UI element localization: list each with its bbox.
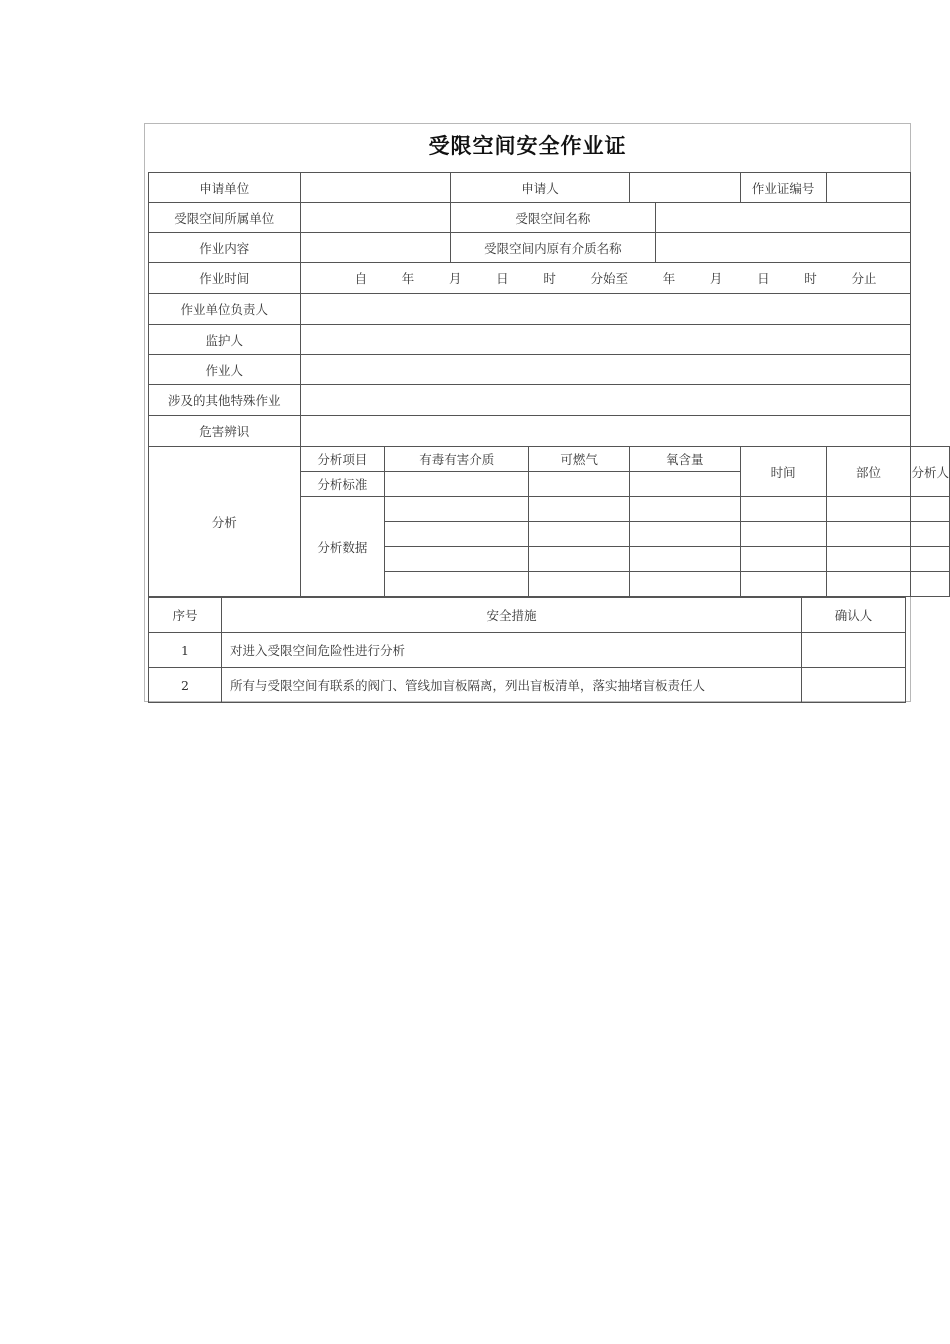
col-toxic: 有毒有害介质 <box>385 447 529 472</box>
row-no: 1 <box>149 633 222 668</box>
data-cell[interactable] <box>740 522 826 547</box>
table-row <box>149 668 906 703</box>
standard-flammable-field[interactable] <box>529 472 630 497</box>
safety-measures-table <box>148 597 906 703</box>
applicant-unit-label: 申请单位 <box>149 173 301 203</box>
worker-field[interactable] <box>300 355 911 385</box>
row-confirm-field[interactable] <box>802 633 906 668</box>
col-oxygen: 氧含量 <box>629 447 740 472</box>
data-cell[interactable] <box>629 547 740 572</box>
medium-name-field[interactable] <box>655 233 911 263</box>
medium-name-label: 受限空间内原有介质名称 <box>451 233 655 263</box>
time-part: 分始至 <box>590 271 629 286</box>
other-special-field[interactable] <box>300 385 911 416</box>
analysis-data-label: 分析数据 <box>300 497 385 597</box>
other-special-label: 涉及的其他特殊作业 <box>149 385 301 416</box>
time-part: 年 <box>401 271 415 286</box>
data-cell[interactable] <box>740 497 826 522</box>
data-cell[interactable] <box>385 522 529 547</box>
data-cell[interactable] <box>629 522 740 547</box>
applicant-label: 申请人 <box>451 173 630 203</box>
permit-no-field[interactable] <box>826 173 911 203</box>
time-part: 自 <box>354 271 368 286</box>
permit-info-table <box>148 172 950 597</box>
standard-oxygen-field[interactable] <box>629 472 740 497</box>
time-part: 时 <box>804 271 817 286</box>
table-row <box>149 633 906 668</box>
data-cell[interactable] <box>911 547 950 572</box>
content-label: 作业内容 <box>149 233 301 263</box>
col-flammable: 可燃气 <box>529 447 630 472</box>
col-location: 部位 <box>826 447 911 497</box>
form-title: 受限空间安全作业证 <box>428 133 627 158</box>
time-label: 作业时间 <box>149 263 301 294</box>
data-cell[interactable] <box>826 497 911 522</box>
col-time: 时间 <box>740 447 826 497</box>
col-no-header: 序号 <box>149 598 222 633</box>
applicant-unit-field[interactable] <box>300 173 451 203</box>
data-cell[interactable] <box>826 522 911 547</box>
row-no: 2 <box>149 668 222 703</box>
data-cell[interactable] <box>385 547 529 572</box>
analysis-item-label: 分析项目 <box>300 447 385 472</box>
data-cell[interactable] <box>529 522 630 547</box>
worker-label: 作业人 <box>149 355 301 385</box>
owner-unit-field[interactable] <box>300 203 451 233</box>
data-cell[interactable] <box>740 547 826 572</box>
time-part: 月 <box>448 271 462 286</box>
data-cell[interactable] <box>740 572 826 597</box>
time-part: 分止 <box>851 271 877 286</box>
data-cell[interactable] <box>826 572 911 597</box>
data-cell[interactable] <box>629 572 740 597</box>
permit-no-label: 作业证编号 <box>740 173 826 203</box>
row-measure-text: 对进入受限空间危险性进行分析 <box>222 633 802 668</box>
hazard-label: 危害辨识 <box>149 416 301 447</box>
leader-label: 作业单位负责人 <box>149 294 301 325</box>
guardian-field[interactable] <box>300 325 911 355</box>
time-field[interactable] <box>300 263 911 294</box>
data-cell[interactable] <box>529 547 630 572</box>
data-cell[interactable] <box>385 572 529 597</box>
data-cell[interactable] <box>629 497 740 522</box>
data-cell[interactable] <box>911 497 950 522</box>
space-name-field[interactable] <box>655 203 911 233</box>
col-confirm-header: 确认人 <box>802 598 906 633</box>
time-part: 时 <box>543 271 556 286</box>
applicant-field[interactable] <box>629 173 740 203</box>
data-cell[interactable] <box>385 497 529 522</box>
analysis-label: 分析 <box>149 447 301 597</box>
time-part: 日 <box>496 271 509 286</box>
analysis-standard-label: 分析标准 <box>300 472 385 497</box>
time-part: 年 <box>662 271 676 286</box>
data-cell[interactable] <box>911 572 950 597</box>
guardian-label: 监护人 <box>149 325 301 355</box>
space-name-label: 受限空间名称 <box>451 203 655 233</box>
col-analyst: 分析人 <box>911 447 950 497</box>
content-field[interactable] <box>300 233 451 263</box>
leader-field[interactable] <box>300 294 911 325</box>
col-measure-header: 安全措施 <box>222 598 802 633</box>
data-cell[interactable] <box>826 547 911 572</box>
row-confirm-field[interactable] <box>802 668 906 703</box>
data-cell[interactable] <box>529 497 630 522</box>
standard-toxic-field[interactable] <box>385 472 529 497</box>
time-part: 月 <box>709 271 723 286</box>
owner-unit-label: 受限空间所属单位 <box>149 203 301 233</box>
data-cell[interactable] <box>911 522 950 547</box>
time-part: 日 <box>757 271 770 286</box>
data-cell[interactable] <box>529 572 630 597</box>
row-measure-text: 所有与受限空间有联系的阀门、管线加盲板隔离，列出盲板清单，落实抽堵盲板责任人 <box>222 668 802 703</box>
hazard-field[interactable] <box>300 416 911 447</box>
